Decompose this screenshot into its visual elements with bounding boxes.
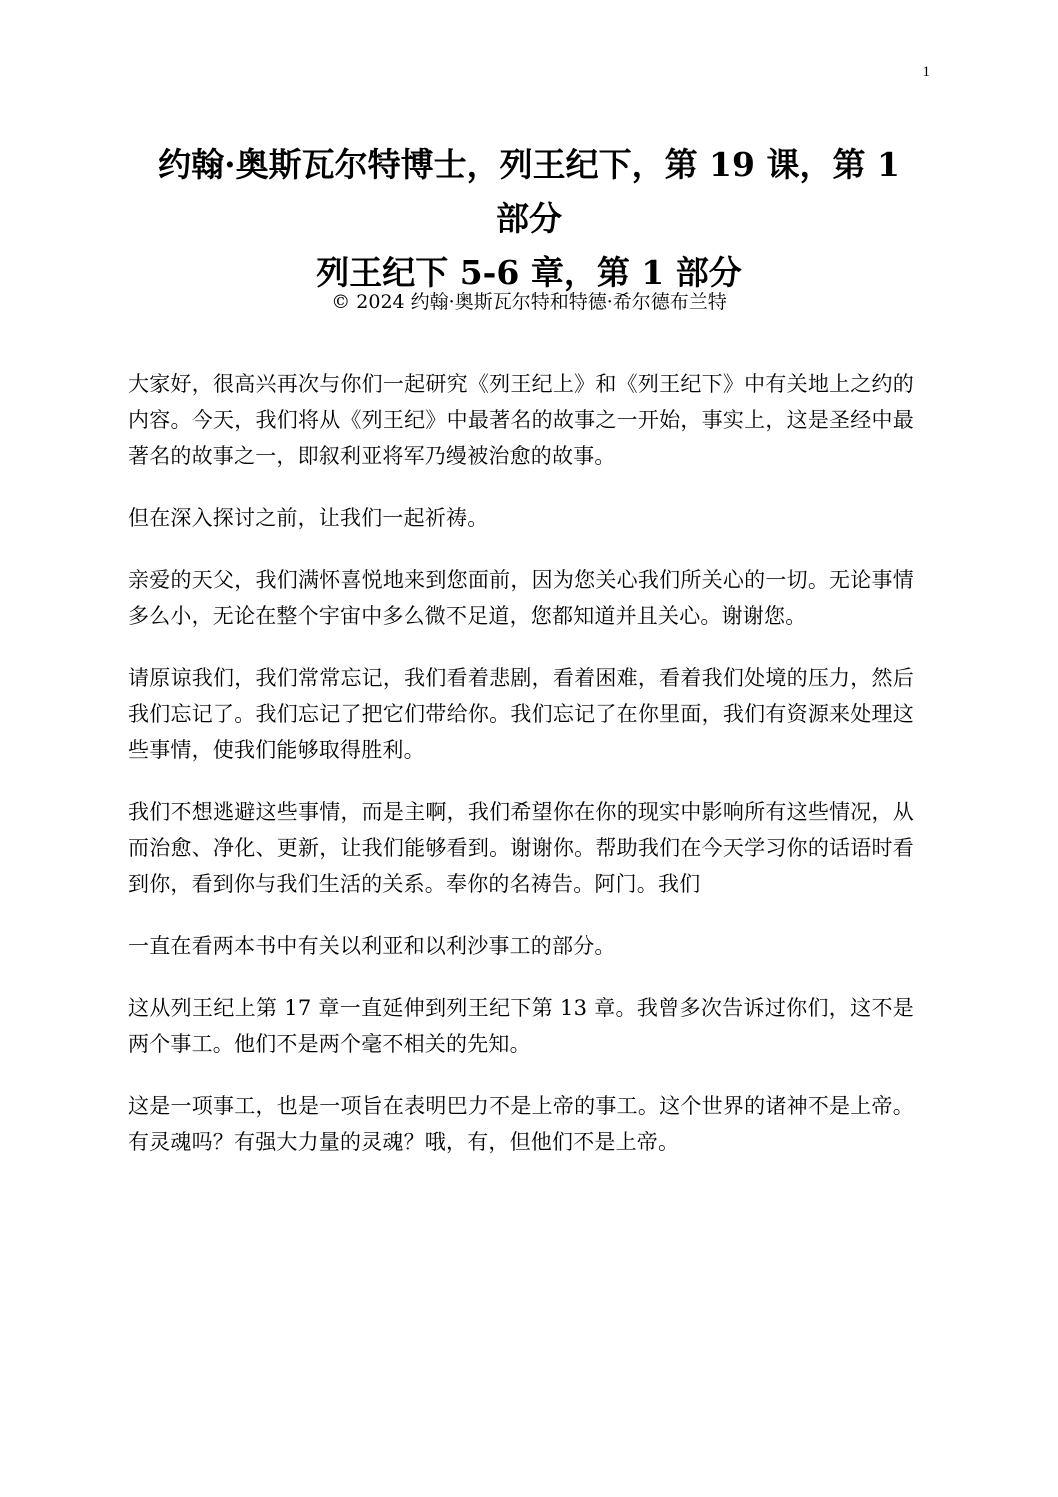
paragraph-prayer-3: 我们不想逃避这些事情，而是主啊，我们希望你在你的现实中影响所有这些情况，从而治愈、净化、更新，让我们能够看到。谢谢你。帮助我们在今天学习你的话语时看到你，看到你与我们生活的关系。奉你的名祷告。阿门。我们 [128,800,914,896]
document-title [128,138,930,300]
title-line-2: 部分 [496,199,562,238]
paragraph-prayer-1: 亲爱的天父，我们满怀喜悦地来到您面前，因为您关心我们所关心的一切。无论事情多么小，无论在整个宇宙中多么微不足道，您都知道并且关心。谢谢您。 [128,568,914,628]
paragraph-ministry: 这是一项事工，也是一项旨在表明巴力不是上帝的事工。这个世界的诸神不是上帝。有灵魂吗？有强大力量的灵魂？哦，有，但他们不是上帝。 [128,1094,914,1154]
page-number: 1 [922,64,930,80]
paragraph-prayer-2: 请原谅我们，我们常常忘记，我们看着悲剧，看着困难，看着我们处境的压力，然后我们忘记了。我们忘记了把它们带给你。我们忘记了在你里面，我们有资源来处理这些事情，使我们能够取得胜利。 [128,666,914,762]
title-line-1: 约翰·奥斯瓦尔特博士，列王纪下，第 19 课，第 1 [158,145,900,184]
paragraph-intro: 大家好，很高兴再次与你们一起研究《列王纪上》和《列王纪下》中有关地上之约的内容。今天，我们将从《列王纪》中最著名的故事之一开始，事实上，这是圣经中最著名的故事之一，即叙利亚将军乃缦被治愈的故事。 [128,372,914,468]
document-body [128,366,914,1186]
subtitle: 列王纪下 5-6 章，第 1 部分 [316,253,742,292]
paragraph-prayer-invite: 但在深入探讨之前，让我们一起祈祷。 [128,506,489,530]
paragraph-chapters: 这从列王纪上第 17 章一直延伸到列王纪下第 13 章。我曾多次告诉过你们，这不是两个事工。他们不是两个毫不相关的先知。 [128,996,914,1056]
paragraph-books: 一直在看两本书中有关以利亚和以利沙事工的部分。 [128,934,616,958]
copyright-line: © 2024 约翰·奥斯瓦尔特和特德·希尔德布兰特 [331,291,727,313]
